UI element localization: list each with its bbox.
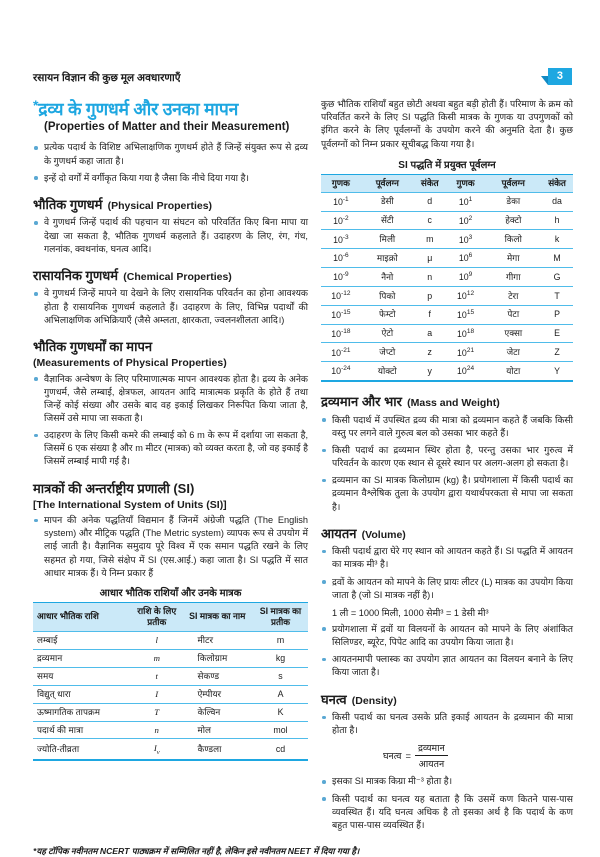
column-header: गुणक [446, 174, 486, 192]
list-item [321, 576, 573, 602]
multiplier-base: 10 [458, 253, 469, 264]
multiplier-base: 10 [458, 196, 469, 207]
bullet-dot-icon [322, 716, 326, 720]
column-header: आधार भौतिक राशि [33, 602, 132, 631]
bullet-dot-icon [34, 292, 38, 296]
cell-unit-name: मीटर [197, 635, 214, 646]
multiplier-exponent: 15 [466, 308, 475, 316]
table-row [33, 631, 308, 649]
cell-prefix: हेक्टो [485, 211, 541, 230]
cell-unit-symbol: A [253, 685, 308, 703]
heading-english: (Physical Properties) [107, 199, 213, 212]
list-item [321, 623, 573, 649]
multiplier-exponent: 12 [466, 290, 475, 298]
cell-symbol: d [427, 196, 433, 207]
bullet-dot-icon [322, 418, 326, 422]
cell-multiplier [446, 343, 486, 362]
bullet-text: प्रत्येक पदार्थ के विशिष्ट अभिलाक्षणिक गुणधर्म होते हैं जिन्हें संयुक्त रूप से द्रव्य के गुणधर्म कहा जाता है। [44, 142, 308, 166]
cell-symbol: M [541, 249, 573, 268]
multiplier-exponent: -18 [341, 327, 351, 335]
list-item [321, 711, 573, 737]
bullet-dot-icon [322, 479, 326, 483]
multiplier-base: 10 [457, 366, 467, 377]
heading-english: (Density) [351, 694, 397, 707]
multiplier-base: 10 [458, 234, 469, 245]
cell-prefix: योक्टो [361, 362, 414, 381]
cell-unit-name: कैण्डला [182, 739, 254, 760]
multiplier-base: 10 [331, 291, 342, 302]
cell-prefix: टेरा [485, 286, 541, 305]
cell-symbol: f [414, 305, 446, 324]
cell-unit-symbol: m [276, 635, 285, 646]
page-title-english: (Properties of Matter and their Measurement) [44, 120, 290, 133]
bullet-text: द्रव्यमान का SI मात्रक किलोग्राम (kg) है। प्रयोगशाला में किसी पदार्थ का द्रव्यमान वैश्लेषिक तुला के उपयोग द्वारा यथार्थपरकता से मापा जा सकता है। [332, 475, 573, 512]
cell-multiplier [446, 286, 486, 305]
cell-multiplier [321, 192, 361, 211]
cell-multiplier [321, 324, 361, 343]
section-heading-density [321, 687, 573, 709]
bullet-dot-icon [34, 434, 38, 438]
bullet-text: वैज्ञानिक अन्वेषण के लिए परिमाणात्मक मापन आवश्यक होता है। द्रव्य के अनेक गुणधर्म, जैसे लम्बाई, क्षेत्रफल, आयतन आदि मात्रात्मक प्रकृति के होते हैं तथा जिन्हें कोई संख्या और उसके बाद वह इकाई लिखकर निरूपित किया जाता है, जिसमें उसे मापा जा सकता है। [44, 373, 308, 423]
list-item [321, 444, 573, 470]
cell-multiplier [321, 230, 361, 249]
cell-symbol: I [132, 685, 182, 703]
cell-prefix: जेप्टो [361, 343, 414, 362]
cell-quantity: समय [33, 667, 132, 685]
formula-numerator: द्रव्यमान [415, 741, 448, 756]
bullet-text: किसी पदार्थ का द्रव्यमान स्थिर होता है, परन्तु उसका भार गुरुत्व में परिवर्तन के कारण एक स्थान से दूसरे स्थान पर अलग-अलग हो सकता है। [332, 444, 573, 469]
table-row [33, 703, 308, 721]
cell-symbol: T [541, 286, 573, 305]
cell-unit-name: मोल [182, 721, 254, 739]
table-header-row [321, 174, 573, 192]
multiplier-base: 10 [333, 196, 343, 207]
list-item [33, 429, 308, 468]
cell-prefix: पेटा [485, 305, 541, 324]
cell-quantity: ऊष्मागतिक तापक्रम [33, 703, 132, 721]
cell-multiplier [446, 305, 486, 324]
section-heading-mass [321, 389, 573, 411]
table-row [33, 649, 308, 667]
section-heading-measurement [33, 334, 308, 370]
cell-symbol: μ [414, 249, 446, 268]
list-item [33, 287, 308, 326]
cell-symbol: p [414, 286, 446, 305]
column-header: संकेत [414, 174, 446, 192]
multiplier-base: 10 [331, 328, 342, 339]
symbol-base: I [153, 742, 157, 753]
bullet-text: वे गुणधर्म जिन्हें मापने या देखने के लिए रासायनिक परिवर्तन का होना आवश्यक होता है रासायनिक गुणधर्म कहलाते हैं। उदाहरण के लिए, विभिन्न पदार्थों की अभिलाक्षणिक अभिक्रियाएँ (जैसे अम्लता, क्षारकता, ज्वलनशीलता आदि।) [44, 288, 308, 325]
bullet-dot-icon [322, 658, 326, 662]
list-item [321, 474, 573, 513]
base-units-table-title: आधार भौतिक राशियाँ और उनके मात्रक [99, 587, 242, 599]
bullet-text: किसी पदार्थ का घनत्व यह बताता है कि उसमें कण कितने पास-पास व्यवस्थित हैं। यदि घनत्व अधिक है तो इसका अर्थ है कि पदार्थ के कण बहुत पास-पास व्यवस्थित हैं। [332, 793, 573, 830]
table-row [321, 230, 573, 249]
bullet-dot-icon [34, 146, 38, 150]
multiplier-exponent: -6 [342, 252, 349, 260]
bullet-text: वे गुणधर्म जिन्हें पदार्थ की पहचान या संघटन को परिवर्तित किए बिना मापा या देखा जा सकता है, भौतिक गुणधर्म कहलाते हैं। उदाहरण के लिए, रंग, गंध, गलनांक, क्वथनांक, घनत्व आदि। [44, 217, 308, 254]
bullet-text: किसी पदार्थ का घनत्व उसके प्रति इकाई आयतन के द्रव्यमान की मात्रा होता है। [332, 712, 573, 736]
list-item [33, 216, 308, 255]
cell-symbol: k [541, 230, 573, 249]
cell-symbol: T [132, 703, 182, 721]
cell-multiplier [321, 343, 361, 362]
bullet-text: आयतनमापी फ्लास्क का उपयोग ज्ञात आयतन का विलयन बनाने के लिए किया जाता है। [332, 654, 573, 678]
cell-symbol: P [541, 305, 573, 324]
bullet-text: प्रयोगशाला में द्रवों या विलयनों के आयतन को मापने के लिए अंशांकित सिलिण्डर, ब्यूरेट, पिपेट आदि का उपयोग किया जाता है। [332, 623, 573, 648]
table-row [321, 343, 573, 362]
cell-multiplier [321, 362, 361, 381]
cell-unit-name: सेकण्ड [182, 667, 254, 685]
heading-hindi: मात्रकों की अन्तर्राष्ट्रीय प्रणाली (SI) [33, 480, 195, 496]
cell-unit-symbol: K [253, 703, 308, 721]
heading-english: (Chemical Properties) [123, 270, 232, 283]
cell-prefix: डेका [506, 196, 521, 207]
multiplier-base: 10 [333, 215, 343, 226]
prefix-table-title: SI पद्धति में प्रयुक्त पूर्वलग्न [398, 159, 496, 171]
cell-quantity: द्रव्यमान [33, 649, 132, 667]
cell-symbol: a [414, 324, 446, 343]
multiplier-exponent: 21 [466, 346, 475, 354]
heading-hindi: आयतन [321, 525, 357, 541]
table-row [321, 305, 573, 324]
list-item [321, 793, 573, 832]
bullet-text: किसी पदार्थ द्वारा घेरे गए स्थान को आयतन कहते हैं। SI पद्धति में आयतन का मात्रक मी³ है। [332, 546, 573, 570]
cell-multiplier [321, 286, 361, 305]
cell-multiplier [446, 230, 486, 249]
bullet-dot-icon [322, 580, 326, 584]
table-row [321, 249, 573, 268]
cell-multiplier [446, 362, 486, 381]
cell-prefix: पिको [361, 286, 414, 305]
cell-symbol: G [541, 268, 573, 287]
density-formula [383, 741, 573, 770]
heading-english: (Mass and Weight) [407, 397, 500, 410]
list-item [321, 545, 573, 571]
multiplier-exponent: -12 [341, 290, 351, 298]
column-header: पूर्वलग्न [361, 174, 414, 192]
multiplier-exponent: -21 [341, 346, 351, 354]
cell-symbol [132, 739, 182, 760]
prefix-intro-paragraph: कुछ भौतिक राशियाँ बहुत छोटी अथवा बहुत बड़ी होती हैं। परिमाण के क्रम को परिवर्तित करने के लिए SI पद्धति किसी मात्रक के गुणक या उपगुणकों को इंगित करने के लिए पूर्वलग्नों के उपयोग करने की अनुमति देता है। कुछ पूर्वलग्नों को निम्न प्रकार सूचीबद्ध किया गया है। [321, 99, 573, 149]
bullet-text: द्रवों के आयतन को मापने के लिए प्रायः लीटर (L) मात्रक का उपयोग किया जाता है (जो SI मात्रक नहीं है)। [332, 576, 573, 600]
list-item [321, 775, 573, 788]
list-item [33, 373, 308, 426]
volume-conversion-equation: 1 ली = 1000 मिली, 1000 सेमी³ = 1 डेसी मी³ [332, 607, 489, 618]
cell-multiplier [446, 192, 486, 211]
section-heading-volume [321, 521, 573, 543]
cell-prefix: मिली [361, 230, 414, 249]
bullet-text: उदाहरण के लिए किसी कमरे की लम्बाई को 6 m के रूप में दर्शाया जा सकता है, जिसमें 6 एक संख्या है और m मीटर (मात्रक) को व्यक्त करता है, जो वह इकाई है जिसमें लम्बाई मापी गई है। [44, 430, 308, 467]
formula-denominator: आयतन [418, 758, 445, 770]
right-column [321, 98, 573, 836]
column-header: SI मात्रक का प्रतीक [253, 602, 308, 631]
table-row [321, 211, 573, 230]
cell-prefix: सेंटी [361, 211, 414, 230]
page-title [33, 98, 308, 120]
cell-unit-symbol: mol [253, 721, 308, 739]
cell-symbol: Y [541, 362, 573, 381]
cell-multiplier [446, 211, 486, 230]
cell-prefix: फेम्टो [361, 305, 414, 324]
cell-quantity: ज्योति-तीव्रता [33, 739, 132, 760]
table-row [33, 721, 308, 739]
cell-quantity: विद्युत् धारा [33, 685, 132, 703]
bullet-text: मापन की अनेक पद्धतियाँ विद्यमान हैं जिनमें अंग्रेजी पद्धति (The English system) और मीट्रिक पद्धति (The Metric system) व्यापक रूप से उपयोग में लाई जाती है। वैज्ञानिक समुदाय पूरे विश्व में एक समान पद्धति रखने के लिए सहमत हो गया, जिसे संक्षेप में SI (एस.आई.) कहा जाता है। SI पद्धति में सात आधार मात्रक हैं। ये निम्न प्रकार हैं [44, 515, 308, 578]
heading-english: (Volume) [361, 528, 406, 541]
multiplier-exponent: 3 [468, 233, 473, 241]
cell-multiplier [321, 268, 361, 287]
cell-prefix: डेसी [380, 196, 394, 207]
multiplier-exponent: -1 [342, 195, 349, 203]
multiplier-exponent: -3 [342, 233, 349, 241]
formula-lhs: घनत्व [383, 750, 402, 762]
cell-symbol: da [552, 196, 562, 207]
list-item [33, 172, 308, 185]
heading-hindi: द्रव्यमान और भार [321, 394, 402, 410]
cell-multiplier [446, 268, 486, 287]
cell-prefix: एक्सा [485, 324, 541, 343]
column-header: राशि के लिए प्रतीक [132, 602, 182, 631]
multiplier-exponent: 9 [468, 271, 473, 279]
multiplier-base: 10 [457, 328, 467, 339]
cell-symbol: n [414, 268, 446, 287]
formula-equals: = [405, 750, 411, 762]
base-units-table [33, 602, 308, 761]
cell-prefix: माइक्रो [361, 249, 414, 268]
table-row [321, 286, 573, 305]
column-header: गुणक [321, 174, 361, 192]
running-title: रसायन विज्ञान की कुछ मूल अवधारणाएँ [33, 72, 181, 84]
table-row [33, 667, 308, 685]
cell-symbol: c [414, 211, 446, 230]
cell-unit-name: किलोग्राम [182, 649, 254, 667]
column-header: SI मात्रक का नाम [182, 602, 254, 631]
heading-hindi: घनत्व [321, 691, 347, 707]
cell-multiplier [446, 249, 486, 268]
cell-prefix: मेगा [485, 249, 541, 268]
multiplier-exponent: 18 [466, 327, 475, 335]
column-header: संकेत [541, 174, 573, 192]
cell-quantity: पदार्थ की मात्रा [33, 721, 132, 739]
multiplier-base: 10 [331, 309, 342, 320]
bullet-dot-icon [322, 449, 326, 453]
si-prefix-table [321, 174, 573, 382]
cell-symbol: h [541, 211, 573, 230]
two-column-layout [33, 98, 573, 836]
cell-symbol: t [132, 667, 182, 685]
table-row [321, 362, 573, 381]
symbol-subscript: v [156, 748, 160, 756]
left-column [33, 98, 308, 836]
heading-english: (Measurements of Physical Properties) [33, 357, 227, 370]
formula-fraction [415, 741, 448, 770]
cell-prefix: नैनो [361, 268, 414, 287]
section-heading-physical [33, 192, 308, 214]
title-asterisk: * [33, 97, 39, 114]
cell-prefix: जेटा [485, 343, 541, 362]
table-row [33, 739, 308, 760]
cell-prefix: ऐटो [361, 324, 414, 343]
cell-unit-symbol: cd [253, 739, 308, 760]
multiplier-base: 10 [331, 347, 342, 358]
bullet-dot-icon [34, 519, 38, 523]
bullet-text: इन्हें दो वर्गों में वर्गीकृत किया गया है जैसा कि नीचे दिया गया है। [44, 172, 249, 183]
multiplier-base: 10 [458, 215, 469, 226]
multiplier-exponent: -15 [341, 308, 351, 316]
multiplier-exponent: -2 [342, 214, 349, 222]
cell-symbol: n [132, 721, 182, 739]
list-item [33, 514, 308, 580]
cell-symbol: m [414, 230, 446, 249]
multiplier-base: 10 [333, 253, 343, 264]
bullet-dot-icon [322, 797, 326, 801]
list-item [321, 653, 573, 679]
running-head [33, 68, 573, 85]
cell-symbol: y [414, 362, 446, 381]
multiplier-base: 10 [331, 366, 342, 377]
multiplier-exponent: 6 [468, 252, 473, 260]
heading-english: [The International System of Units (SI)] [33, 499, 227, 512]
heading-hindi: रासायनिक गुणधर्म [33, 267, 119, 283]
bullet-dot-icon [34, 377, 38, 381]
multiplier-base: 10 [457, 309, 467, 320]
page-title-hindi: द्रव्य के गुणधर्म और उनका मापन [38, 99, 239, 120]
bullet-dot-icon [322, 627, 326, 631]
multiplier-base: 10 [457, 291, 467, 302]
cell-unit-name: केल्विन [182, 703, 254, 721]
bullet-dot-icon [322, 550, 326, 554]
multiplier-exponent: 24 [466, 365, 475, 373]
cell-unit-name: ऐम्पीयर [182, 685, 254, 703]
cell-unit-symbol: s [253, 667, 308, 685]
multiplier-base: 10 [457, 347, 467, 358]
cell-symbol: E [541, 324, 573, 343]
page-number-badge: 3 [548, 68, 572, 85]
multiplier-base: 10 [333, 234, 343, 245]
multiplier-exponent: -24 [341, 365, 351, 373]
list-item [321, 414, 573, 440]
section-heading-si [33, 476, 308, 512]
bullet-dot-icon [34, 176, 38, 180]
cell-multiplier [446, 324, 486, 343]
column-header: पूर्वलग्न [485, 174, 541, 192]
cell-symbol: z [414, 343, 446, 362]
page-footnote: *यह टॉपिक नवीनतम NCERT पाठ्यक्रम में सम्मिलित नहीं है, लेकिन इसे नवीनतम NEET में दिया गया है। [33, 845, 360, 856]
cell-symbol: m [132, 649, 182, 667]
multiplier-exponent: 2 [468, 214, 473, 222]
list-item [33, 141, 308, 167]
table-row [321, 324, 573, 343]
multiplier-exponent: 1 [468, 195, 473, 203]
cell-multiplier [321, 249, 361, 268]
cell-symbol: l [155, 635, 158, 646]
multiplier-exponent: -9 [342, 271, 349, 279]
table-row [33, 685, 308, 703]
table-row [321, 192, 573, 211]
multiplier-base: 10 [333, 272, 343, 283]
bullet-text: इसका SI मात्रक किग्रा मी⁻³ होता है। [332, 776, 453, 787]
table-row [321, 268, 573, 287]
bullet-dot-icon [34, 221, 38, 225]
cell-prefix: किलो [485, 230, 541, 249]
cell-multiplier [321, 211, 361, 230]
section-heading-chemical [33, 263, 308, 285]
multiplier-base: 10 [458, 272, 469, 283]
bullet-text: किसी पदार्थ में उपस्थित द्रव्य की मात्रा को द्रव्यमान कहते हैं जबकि किसी वस्तु पर लगने वाले गुरुत्व बल को उसका भार कहते हैं। [332, 414, 573, 438]
bullet-dot-icon [322, 780, 326, 784]
cell-prefix: गीगा [485, 268, 541, 287]
cell-unit-symbol: kg [253, 649, 308, 667]
cell-symbol: Z [541, 343, 573, 362]
cell-multiplier [321, 305, 361, 324]
table-header-row [33, 602, 308, 631]
heading-hindi: भौतिक गुणधर्म [33, 196, 103, 212]
cell-prefix: योटा [485, 362, 541, 381]
cell-quantity: लम्बाई [37, 635, 58, 646]
heading-hindi: भौतिक गुणधर्मों का मापन [33, 338, 153, 354]
